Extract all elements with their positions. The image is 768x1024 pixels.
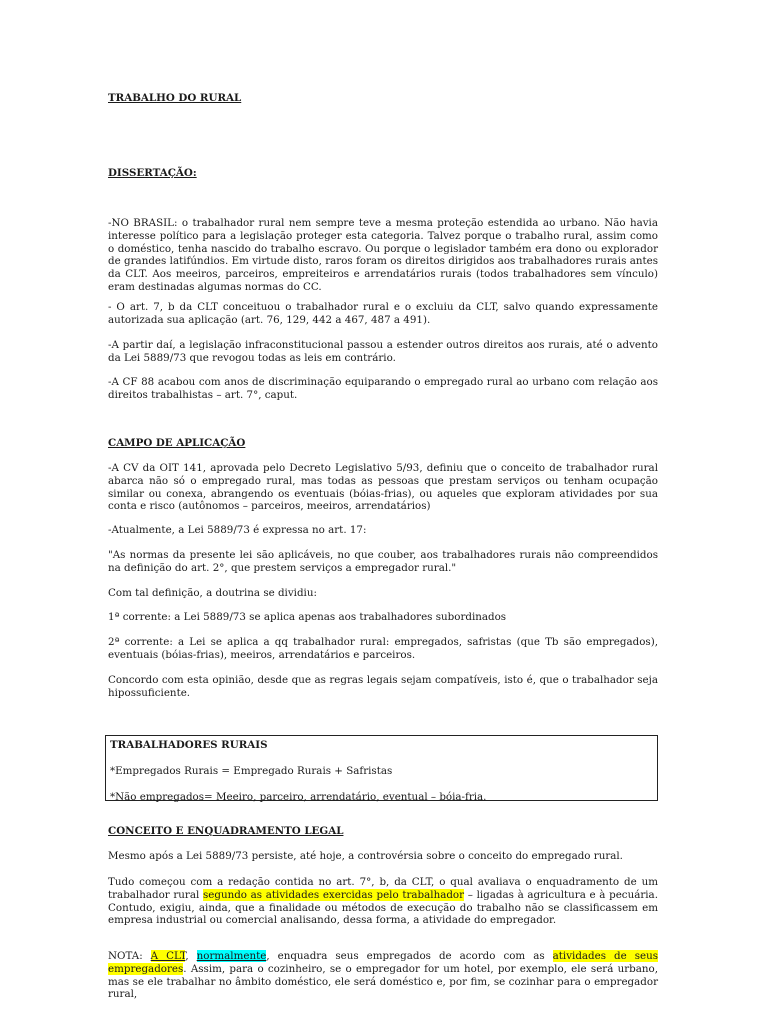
conceito-paragraph-1: Mesmo após a Lei 5889/73 persiste, até hoje, a controvérsia sobre o conceito do empregado rural.	[108, 850, 623, 862]
campo-paragraph-4: Com tal definição, a doutrina se dividiu:	[108, 587, 317, 599]
box-line-2: *Não empregados= Meeiro, parceiro, arrendatário, eventual – bóia-fria.	[110, 790, 487, 803]
nota-end: . Assim, para o cozinheiro, se o empregador for um hotel, por exemplo, ele será urbano, mas se ele trabalhar no âmbito doméstico, ele será doméstico e, por fim, se cozinhar para o empregador rural,	[108, 962, 658, 1001]
campo-paragraph-5: 1ª corrente: a Lei 5889/73 se aplica apenas aos trabalhadores subordinados	[108, 611, 507, 623]
campo-paragraph-1: -A CV da OIT 141, aprovada pelo Decreto Legislativo 5/93, definiu que o conceito de trabalhador rural abarca não só o empregado rural, mas todas as pessoas que prestam serviços ou tenham ocupação similar ou conexa, abrangendo os eventuais (bóias-frias), ou aqueles que exploram atividades por sua conta e risco (autônomos – parceiros, meeiros, arrendatários)	[108, 462, 658, 513]
box-title: TRABALHADORES RURAIS	[110, 739, 268, 751]
conceito-heading: CONCEITO E ENQUADRAMENTO LEGAL	[108, 825, 344, 837]
conceito-p2-text-a: Tudo começou com a redação contida no art. 7°, b, da CLT, o qual avaliava o enquadramento de um trabalhador rural	[108, 876, 658, 901]
dissertacao-paragraph-1: -NO BRASIL: o trabalhador rural nem sempre teve a mesma proteção estendida ao urbano. Não havia interesse político para a legislação proteger esta categoria. Talvez porque o trabalho rural, assim como o doméstico, tenha nascido do trabalho escravo. Ou porque o legislador também era dono ou explorador de grandes latifúndios. Em virtude disto, raros foram os direitos dirigidos aos trabalhadores rurais antes da CLT. Aos meeiros, parceiros, empreiteiros e arrendatários rurais (todos trabalhadores sem vínculo) eram destinadas algumas normas do CC.	[108, 217, 658, 293]
conceito-p2-text-b: – ligadas à agricultura e à pecuária. Contudo, exigiu, ainda, que a finalidade ou métodos de execução do trabalho não se classificassem em empresa industrial ou comercial analisando, dessa forma, a atividade do empregador.	[108, 888, 658, 927]
highlight-atividades-empregadores: atividades de seus empregadores	[108, 950, 659, 975]
campo-paragraph-2: -Atualmente, a Lei 5889/73 é expressa no art. 17:	[108, 524, 367, 536]
page-title: TRABALHO DO RURAL	[108, 92, 242, 104]
box-line-1: *Empregados Rurais = Empregado Rurais + Safristas	[110, 764, 393, 777]
highlight-a-clt: A CLT	[150, 950, 186, 962]
nota-sep: ,	[185, 950, 197, 962]
nota-label: NOTA:	[108, 950, 151, 962]
dissertacao-paragraph-2: - O art. 7, b da CLT conceituou o trabalhador rural e o excluiu da CLT, salvo quando expressamente autorizada sua aplicação (art. 76, 129, 442 a 467, 487 a 491).	[108, 301, 658, 326]
nota-middle: , enquadra seus empregados de acordo com as	[266, 950, 553, 962]
highlight-atividades-trabalhador: segundo as atividades exercidas pelo trabalhador	[202, 888, 465, 901]
nota-paragraph	[108, 950, 658, 1001]
conceito-paragraph-2	[108, 876, 658, 927]
campo-paragraph-6: 2ª corrente: a Lei se aplica a qq trabalhador rural: empregados, safristas (que Tb são empregados), eventuais (bóias-frias), meeiros, arrendatários e parceiros.	[108, 636, 658, 661]
dissertacao-paragraph-3: -A partir daí, a legislação infraconstitucional passou a estender outros direitos aos rurais, até o advento da Lei 5889/73 que revogou todas as leis em contrário.	[108, 339, 658, 364]
campo-paragraph-7: Concordo com esta opinião, desde que as regras legais sejam compatíveis, isto é, que o trabalhador seja hipossuficiente.	[108, 674, 658, 699]
dissertacao-heading: DISSERTAÇÃO:	[108, 167, 197, 179]
trabalhadores-rurais-box	[105, 735, 658, 801]
campo-quote: "As normas da presente lei são aplicáveis, no que couber, aos trabalhadores rurais não compreendidos na definição do art. 2°, que prestem serviços a empregador rural."	[108, 549, 658, 574]
highlight-normalmente: normalmente	[196, 950, 267, 962]
campo-heading: CAMPO DE APLICAÇÃO	[108, 437, 246, 449]
dissertacao-paragraph-4: -A CF 88 acabou com anos de discriminação equiparando o empregado rural ao urbano com relação aos direitos trabalhistas – art. 7°, caput.	[108, 376, 658, 401]
